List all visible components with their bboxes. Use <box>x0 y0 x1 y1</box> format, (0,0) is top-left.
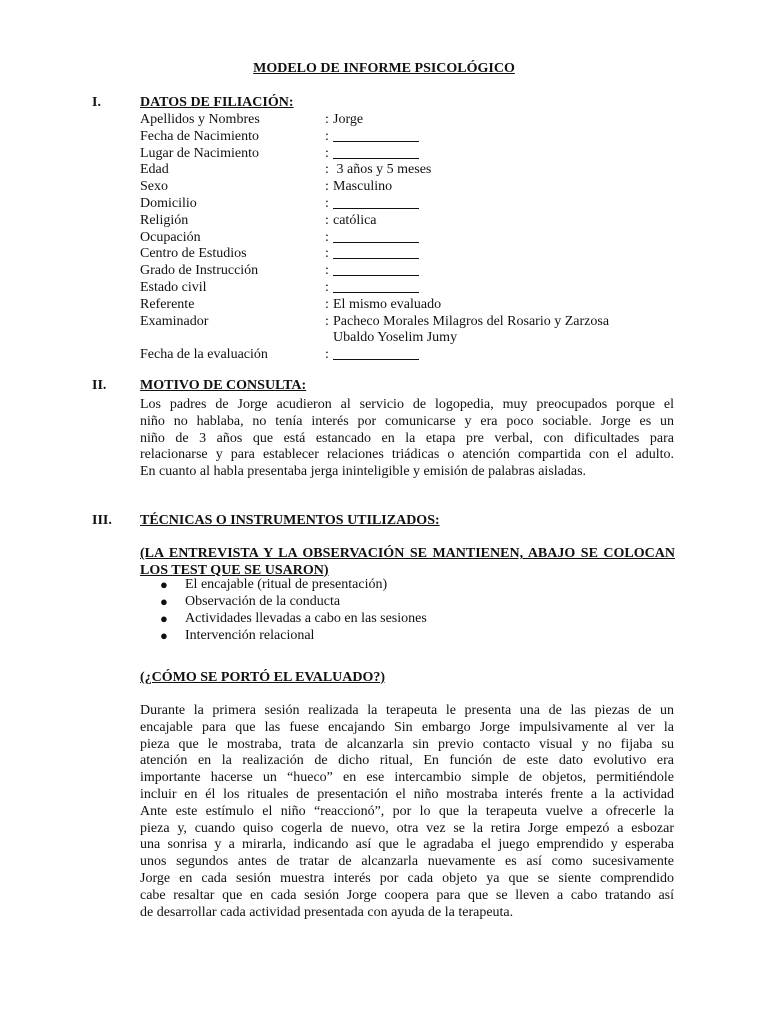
section-2-heading: MOTIVO DE CONSULTA: <box>140 378 307 393</box>
field-label: Apellidos y Nombres <box>140 112 260 127</box>
bullet-item: Observación de la conducta <box>185 594 341 609</box>
bullet-icon: ● <box>160 628 168 643</box>
field-label: Lugar de Nacimiento <box>140 145 259 161</box>
paragraph-line: encajable para que las fuese encajando Sin embargo Jorge impulsivamente al ver la <box>140 719 674 735</box>
blank-underline <box>333 280 419 293</box>
field-label: Religión <box>140 212 189 228</box>
field-value: Pacheco Morales Milagros del Rosario y Zarzosa <box>333 313 610 329</box>
field-label: Referente <box>140 296 195 312</box>
field-separator: : <box>325 128 329 144</box>
field-label: Centro de Estudios <box>140 246 247 262</box>
field-value: católica <box>333 212 377 228</box>
bullet-icon: ● <box>160 611 168 626</box>
section-2-number: II. <box>92 378 107 393</box>
blank-underline <box>333 129 419 142</box>
field-separator: : <box>325 263 329 279</box>
paragraph-line: niño no hablaba, no tenía interés por comunicarse y era poco sociable. Jorge es un <box>140 413 674 429</box>
field-label: Ocupación <box>140 229 201 245</box>
paragraph-line: unos segundos antes de tratar de alcanzarla nuevamente es así como sucesivamente <box>140 854 674 870</box>
behavior-paragraph <box>140 703 674 921</box>
field-separator: : <box>325 145 329 161</box>
section-1-heading: DATOS DE FILIACIÓN: <box>140 95 294 110</box>
paragraph-line: pieza y, cuando quiso cogerla de nuevo, otra vez se la retira Jorge empezó a esbozar <box>140 820 674 836</box>
field-label: Sexo <box>140 179 168 195</box>
paragraph-line: incluir en él los rituales de presentación el niño mostraba interés frente a la actividad <box>140 786 674 802</box>
blank-underline <box>333 230 419 243</box>
field-separator: : <box>325 296 329 312</box>
field-separator: : <box>325 347 329 363</box>
note-line: LOS TEST QUE SE USARON) <box>140 562 329 578</box>
blank-underline <box>333 196 419 209</box>
section-3-heading: TÉCNICAS O INSTRUMENTOS UTILIZADOS: <box>140 513 440 528</box>
paragraph-line: Jorge en cada sesión muestra interés por cada objeto ya que se siente comprendido <box>140 870 674 886</box>
paragraph-line: Ante este estímulo el niño “reaccionó”, por lo que la terapeuta vuelve a ofrecerle la <box>140 803 674 819</box>
paragraph-line: pieza que le mostraba, trata de alcanzarla sin previo contacto visual y no fijaba su <box>140 736 674 752</box>
blank-underline <box>333 263 419 276</box>
field-separator: : <box>325 162 329 178</box>
field-value-continued: Ubaldo Yoselim Jumy <box>333 330 458 346</box>
blank-underline <box>333 146 419 159</box>
field-label: Fecha de Nacimiento <box>140 128 259 144</box>
blank-field-line <box>333 347 419 366</box>
field-separator: : <box>325 313 329 329</box>
blank-underline <box>333 246 419 259</box>
paragraph-line: importante hacerse un “hueco” en ese intercambio simple de objetos, permitiéndole <box>140 770 674 786</box>
field-label: Edad <box>140 162 169 178</box>
field-separator: : <box>325 246 329 262</box>
field-separator: : <box>325 280 329 295</box>
field-value: El mismo evaluado <box>333 296 442 312</box>
note-line: (LA ENTREVISTA Y LA OBSERVACIÓN SE MANTIENEN, ABAJO SE COLOCAN <box>140 546 675 561</box>
field-label: Domicilio <box>140 196 197 211</box>
field-label: Grado de Instrucción <box>140 263 259 279</box>
field-separator: : <box>325 212 329 228</box>
field-label: Estado civil <box>140 280 207 295</box>
field-label: Fecha de la evaluación <box>140 347 268 363</box>
paragraph-line: Durante la primera sesión realizada la terapeuta le presenta una de las piezas de un <box>140 703 674 718</box>
section-1-number: I. <box>92 95 101 110</box>
evaluation-question-heading: (¿CÓMO SE PORTÓ EL EVALUADO?) <box>140 670 386 685</box>
paragraph-line: cabe resaltar que en cada sesión Jorge coopera para que se lleven a cabo tratando así <box>140 887 674 903</box>
bullet-icon: ● <box>160 594 168 609</box>
section-3-number: III. <box>92 513 112 528</box>
paragraph-line: una sonrisa y a mirarla, indicando así que le agradaba el juego emprendido y esperaba <box>140 837 674 853</box>
paragraph-line: niño de 3 años que está estancado en la etapa pre verbal, con dificultades para <box>140 430 674 446</box>
field-label: Examinador <box>140 313 209 329</box>
motivo-paragraph <box>140 397 674 481</box>
paragraph-line: atención en la realización de dicho ritual, En función de este dato evolutivo era <box>140 753 674 769</box>
field-value: 3 años y 5 meses <box>333 162 432 178</box>
field-separator: : <box>325 179 329 195</box>
field-separator: : <box>325 112 329 127</box>
field-separator: : <box>325 196 329 211</box>
paragraph-line: relacionarse y para establecer relaciones triádicas o atención compartida con el adulto. <box>140 447 674 463</box>
paragraph-line: Los padres de Jorge acudieron al servicio de logopedia, muy preocupados porque el <box>140 397 674 412</box>
paragraph-line: En cuanto al habla presentaba jerga ininteligible y emisión de palabras aisladas. <box>140 464 587 480</box>
bullet-item: Actividades llevadas a cabo en las sesiones <box>185 611 427 626</box>
field-value: Masculino <box>333 179 393 195</box>
field-separator: : <box>325 229 329 245</box>
field-value: Jorge <box>333 112 364 127</box>
bullet-item: El encajable (ritual de presentación) <box>185 577 388 592</box>
blank-underline <box>333 347 419 360</box>
document-title: MODELO DE INFORME PSICOLÓGICO <box>253 61 515 76</box>
bullet-icon: ● <box>160 577 168 592</box>
techniques-note <box>140 546 675 580</box>
bullet-item: Intervención relacional <box>185 628 315 643</box>
paragraph-line: de desarrollar cada actividad presentada con ayuda de la terapeuta. <box>140 904 514 920</box>
